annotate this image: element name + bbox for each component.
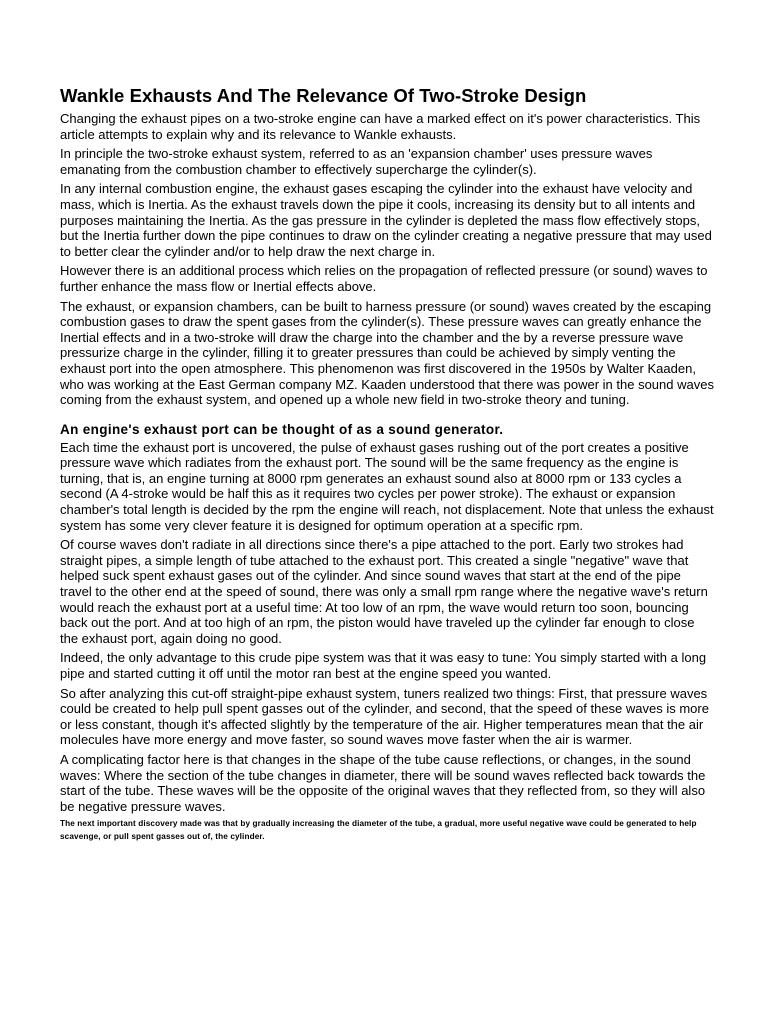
article-body xyxy=(60,85,714,847)
paragraph-section-3: Indeed, the only advantage to this crude pipe system was that it was easy to tune: You simply started with a long pipe and started cutting it off until the motor ran best at the engine speed you wanted. xyxy=(60,650,707,681)
small-note: The next important discovery made was that by gradually increasing the diameter of the tube, a gradual, more useful negative wave could be generated to help scavenge, or pull spent gasses out of, the cylinder. xyxy=(60,819,697,841)
paragraph-intro-5: The exhaust, or expansion chambers, can be built to harness pressure (or sound) waves created by the escaping combustion gases to draw the spent gases from the cylinder(s). These pressure waves can greatly enhance the Inertial effects and in a two-stroke will draw the charge into the chamber and the by a reverse pressure wave pressurize charge in the cylinder, filling it to greater pressures than could be achieved by simply venting the exhaust port into the open atmosphere. This phenomenon was first discovered in the 1950s by Walter Kaaden, who was working at the East German company MZ. Kaaden understood that there was power in the sound waves coming from the exhaust system, and opened up a whole new field in two-stroke theory and tuning. xyxy=(60,298,714,408)
paragraph-intro-4: However there is an additional process which relies on the propagation of reflected pressure (or sound) waves to further enhance the mass flow or Inertial effects above. xyxy=(60,263,708,294)
paragraph-section-5: A complicating factor here is that changes in the shape of the tube cause reflections, or changes, in the sound waves: Where the section of the tube changes in diameter, there will be sound waves reflected back towards the start of the tube. These waves will be the opposite of the original waves that they reflected from, so they will also be negative pressure waves. xyxy=(60,751,706,814)
paragraph-section-4: So after analyzing this cut-off straight-pipe exhaust system, tuners realized two things: First, that pressure waves could be created to help pull spent gasses out of the cylinder, and second, that the speed of these waves is more or less constant, though it's affected slightly by the temperature of the air. Higher temperatures mean that the air molecules have more energy and move faster, so sound waves move faster when the air is warmer. xyxy=(60,685,709,748)
paragraph-section-2: Of course waves don't radiate in all directions since there's a pipe attached to the port. Early two strokes had straight pipes, a simple length of tube attached to the exhaust port. This created a single "negative" wave that helped suck spent exhaust gases out of the cylinder. And since sound waves that start at the end of the pipe travel to the other end at the speed of sound, there was only a small rpm range where the negative wave's return would reach the exhaust port at a useful time: At too low of an rpm, the wave would return too soon, bouncing back out the port. And at too high of an rpm, the piston would have traveled up the cylinder far enough to close the exhaust port, again doing no good. xyxy=(60,537,708,646)
section-heading: An engine's exhaust port can be thought of as a sound generator. xyxy=(60,421,504,437)
paragraph-intro-1: Changing the exhaust pipes on a two-stroke engine can have a marked effect on it's power characteristics. This article attempts to explain why and its relevance to Wankle exhausts. xyxy=(60,111,701,142)
paragraph-intro-3: In any internal combustion engine, the exhaust gases escaping the cylinder into the exhaust have velocity and mass, which is Inertia. As the exhaust travels down the pipe it cools, increasing its density but to all intents and purposes maintaining the Inertia. As the gas pressure in the cylinder is depleted the mass flow effectively stops, but the Inertia further down the pipe continues to draw on the cylinder creating a negative pressure that may used to better clear the cylinder and/or to help draw the next charge in. xyxy=(60,181,712,259)
article-title: Wankle Exhausts And The Relevance Of Two-Stroke Design xyxy=(60,85,587,106)
paragraph-intro-2: In principle the two-stroke exhaust system, referred to as an 'expansion chamber' uses pressure waves emanating from the combustion chamber to effectively supercharge the cylinder(s). xyxy=(60,146,653,177)
paragraph-section-1: Each time the exhaust port is uncovered, the pulse of exhaust gases rushing out of the port creates a positive pressure wave which radiates from the exhaust port. The sound will be the same frequency as the engine is turning, that is, an engine turning at 8000 rpm generates an exhaust sound also at 8000 rpm or 133 cycles a second (A 4-stroke would be half this as it requires two cycles per power stroke). The exhaust or expansion chamber's total length is decided by the rpm the engine will reach, not displacement. Note that unless the exhaust system has some very clever feature it is designed for optimum operation at a specific rpm. xyxy=(60,439,714,533)
